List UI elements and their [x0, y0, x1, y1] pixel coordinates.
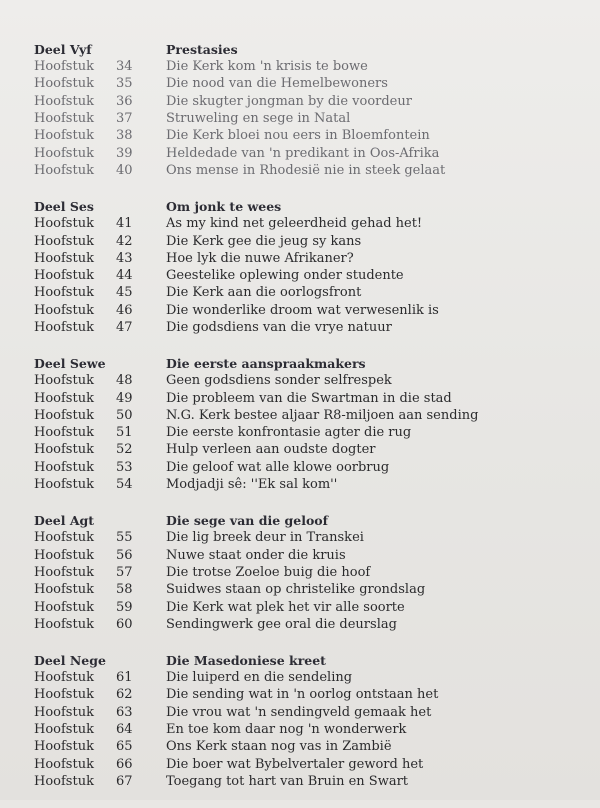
chapter-title: Die Kerk bloei nou eers in Bloemfontein — [166, 128, 430, 144]
chapter-number: 58 — [116, 582, 133, 598]
chapter-title: Geestelike oplewing onder studente — [166, 268, 404, 284]
chapter-word: Hoofstuk — [34, 216, 94, 232]
chapter-number: 48 — [116, 373, 133, 389]
chapter-title: As my kind net geleerdheid gehad het! — [166, 216, 423, 232]
chapter-row — [34, 738, 574, 755]
chapter-row — [34, 616, 574, 633]
chapter-title: Die nood van die Hemelbewoners — [166, 76, 388, 92]
part-label: Deel Agt — [34, 512, 95, 528]
chapter-title: Modjadji sê: ''Ek sal kom'' — [166, 477, 338, 493]
chapter-row — [34, 284, 574, 301]
chapter-title: Hoe lyk die nuwe Afrikaner? — [166, 250, 354, 266]
toc-part — [34, 651, 574, 790]
chapter-title: Nuwe staat onder die kruis — [166, 547, 346, 563]
chapter-number: 35 — [116, 76, 133, 92]
part-title: Die sege van die geloof — [166, 512, 329, 528]
part-header — [34, 354, 574, 372]
chapter-word: Hoofstuk — [34, 162, 94, 178]
chapter-word: Hoofstuk — [34, 233, 94, 249]
chapter-title: Die trotse Zoeloe buig die hoof — [166, 564, 371, 580]
chapter-number: 63 — [116, 704, 133, 720]
chapter-number: 41 — [116, 216, 133, 232]
chapter-word: Hoofstuk — [34, 739, 94, 755]
chapter-number: 34 — [116, 59, 133, 75]
chapter-word: Hoofstuk — [34, 616, 94, 632]
part-header — [34, 511, 574, 529]
chapter-row — [34, 267, 574, 284]
chapter-word: Hoofstuk — [34, 582, 94, 598]
chapter-title: Die eerste konfrontasie agter die rug — [166, 425, 412, 441]
chapter-title: Die Kerk kom 'n krisis te bowe — [166, 59, 368, 75]
chapter-number: 47 — [116, 320, 133, 335]
chapter-number: 52 — [116, 442, 133, 458]
chapter-word: Hoofstuk — [34, 320, 94, 335]
chapter-number: 53 — [116, 459, 133, 475]
chapter-title: En toe kom daar nog 'n wonderwerk — [166, 722, 407, 738]
chapter-number: 44 — [116, 268, 133, 284]
chapter-number: 59 — [116, 599, 133, 615]
chapter-row — [34, 407, 574, 424]
chapter-title: Die boer wat Bybelvertaler geword het — [166, 756, 424, 772]
chapter-word: Hoofstuk — [34, 302, 94, 318]
chapter-word: Hoofstuk — [34, 425, 94, 441]
chapter-word: Hoofstuk — [34, 390, 94, 406]
chapter-title: Struweling en sege in Natal — [166, 111, 351, 127]
chapter-word: Hoofstuk — [34, 268, 94, 284]
chapter-row — [34, 93, 574, 110]
chapter-word: Hoofstuk — [34, 530, 94, 546]
chapter-number: 38 — [116, 128, 133, 144]
chapter-number: 56 — [116, 547, 133, 563]
toc-part — [34, 40, 574, 179]
chapter-number: 62 — [116, 687, 133, 703]
chapter-title: Die wonderlike droom wat verwesenlik is — [166, 302, 439, 318]
table-of-contents — [34, 40, 574, 808]
chapter-row — [34, 564, 574, 581]
part-header — [34, 197, 574, 215]
part-header — [34, 40, 574, 58]
part-title: Om jonk te wees — [166, 198, 282, 214]
chapter-row — [34, 547, 574, 564]
chapter-word: Hoofstuk — [34, 773, 94, 789]
chapter-row — [34, 302, 574, 319]
chapter-number: 42 — [116, 233, 133, 249]
chapter-word: Hoofstuk — [34, 547, 94, 563]
chapter-title: Toegang tot hart van Bruin en Swart — [166, 773, 409, 789]
chapter-number: 60 — [116, 616, 133, 632]
chapter-row — [34, 476, 574, 493]
chapter-word: Hoofstuk — [34, 373, 94, 389]
chapter-title: Die sending wat in 'n oorlog ontstaan het — [166, 687, 439, 703]
chapter-title: Die geloof wat alle klowe oorbrug — [166, 459, 390, 475]
chapter-row — [34, 110, 574, 127]
chapter-title: Sendingwerk gee oral die deurslag — [166, 616, 397, 632]
chapter-row — [34, 215, 574, 232]
chapter-number: 43 — [116, 250, 133, 266]
chapter-word: Hoofstuk — [34, 459, 94, 475]
chapter-title: Ons Kerk staan nog vas in Zambië — [166, 739, 392, 755]
chapter-title: Die godsdiens van die vrye natuur — [166, 320, 392, 335]
chapter-row — [34, 424, 574, 441]
chapter-row — [34, 773, 574, 790]
chapter-word: Hoofstuk — [34, 145, 94, 161]
chapter-number: 51 — [116, 425, 133, 441]
part-title: Die eerste aanspraakmakers — [166, 355, 366, 371]
chapter-row — [34, 162, 574, 179]
chapter-number: 61 — [116, 670, 133, 686]
chapter-word: Hoofstuk — [34, 442, 94, 458]
chapter-row — [34, 75, 574, 92]
chapter-number: 46 — [116, 302, 133, 318]
part-header — [34, 651, 574, 669]
chapter-number: 50 — [116, 407, 133, 423]
chapter-word: Hoofstuk — [34, 76, 94, 92]
chapter-word: Hoofstuk — [34, 250, 94, 266]
chapter-word: Hoofstuk — [34, 128, 94, 144]
chapter-word: Hoofstuk — [34, 687, 94, 703]
part-label: Deel Sewe — [34, 355, 106, 371]
chapter-title: Die Kerk gee die jeug sy kans — [166, 233, 362, 249]
chapter-number: 66 — [116, 756, 133, 772]
chapter-word: Hoofstuk — [34, 599, 94, 615]
chapter-title: Die Kerk aan die oorlogsfront — [166, 285, 362, 301]
chapter-row — [34, 459, 574, 476]
chapter-title: Die luiperd en die sendeling — [166, 670, 353, 686]
part-label: Deel Ses — [34, 198, 94, 214]
chapter-number: 39 — [116, 145, 133, 161]
chapter-row — [34, 144, 574, 161]
chapter-row — [34, 232, 574, 249]
part-title: Die Masedoniese kreet — [166, 652, 326, 668]
chapter-word: Hoofstuk — [34, 564, 94, 580]
chapter-number: 64 — [116, 722, 133, 738]
chapter-row — [34, 704, 574, 721]
toc-part — [34, 511, 574, 633]
toc-part — [34, 354, 574, 493]
chapter-word: Hoofstuk — [34, 704, 94, 720]
chapter-row — [34, 598, 574, 615]
chapter-title: Heldedade van 'n predikant in Oos-Afrika — [166, 145, 440, 161]
chapter-title: Die vrou wat 'n sendingveld gemaak het — [166, 704, 432, 720]
chapter-row — [34, 372, 574, 389]
chapter-word: Hoofstuk — [34, 722, 94, 738]
chapter-row — [34, 686, 574, 703]
chapter-number: 55 — [116, 530, 133, 546]
chapter-word: Hoofstuk — [34, 477, 94, 493]
chapter-row — [34, 127, 574, 144]
chapter-word: Hoofstuk — [34, 59, 94, 75]
chapter-row — [34, 581, 574, 598]
chapter-title: Geen godsdiens sonder selfrespek — [166, 373, 392, 389]
chapter-row — [34, 721, 574, 738]
chapter-row — [34, 441, 574, 458]
chapter-number: 40 — [116, 162, 133, 178]
part-label: Deel Nege — [34, 652, 106, 668]
chapter-number: 36 — [116, 93, 133, 109]
chapter-title: Die probleem van die Swartman in die stad — [166, 390, 452, 406]
chapter-title: Die lig breek deur in Transkei — [166, 530, 364, 546]
chapter-title: Die Kerk wat plek het vir alle soorte — [166, 599, 405, 615]
chapter-title: Suidwes staan op christelike grondslag — [166, 582, 426, 598]
part-label: Deel Vyf — [34, 41, 92, 57]
chapter-title: Die skugter jongman by die voordeur — [166, 93, 412, 109]
chapter-row — [34, 389, 574, 406]
chapter-title: Hulp verleen aan oudste dogter — [166, 442, 376, 458]
chapter-word: Hoofstuk — [34, 670, 94, 686]
chapter-word: Hoofstuk — [34, 111, 94, 127]
chapter-number: 49 — [116, 390, 133, 406]
chapter-row — [34, 58, 574, 75]
chapter-title: N.G. Kerk bestee aljaar R8-miljoen aan sending — [166, 407, 479, 423]
chapter-number: 57 — [116, 564, 133, 580]
chapter-number: 65 — [116, 739, 133, 755]
chapter-row — [34, 669, 574, 686]
chapter-row — [34, 529, 574, 546]
chapter-title: Ons mense in Rhodesië nie in steek gelaat — [166, 162, 446, 178]
chapter-word: Hoofstuk — [34, 407, 94, 423]
chapter-row — [34, 250, 574, 267]
chapter-row — [34, 756, 574, 773]
part-title: Prestasies — [166, 41, 238, 57]
toc-part — [34, 197, 574, 336]
chapter-word: Hoofstuk — [34, 93, 94, 109]
chapter-number: 37 — [116, 111, 133, 127]
chapter-row — [34, 319, 574, 336]
chapter-number: 54 — [116, 477, 133, 493]
chapter-word: Hoofstuk — [34, 756, 94, 772]
chapter-word: Hoofstuk — [34, 285, 94, 301]
chapter-number: 45 — [116, 285, 133, 301]
chapter-number: 67 — [116, 773, 133, 789]
